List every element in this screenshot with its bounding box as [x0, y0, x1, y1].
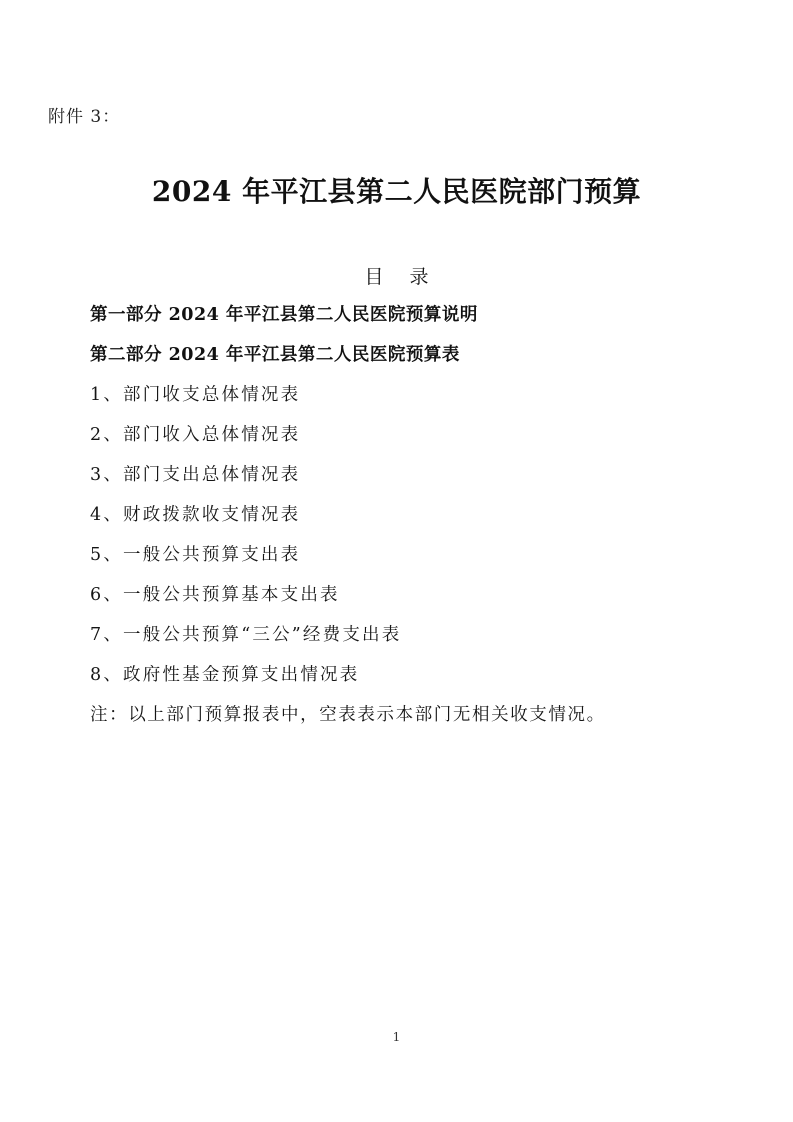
- table-of-contents: [90, 300, 730, 740]
- document-title: 2024 年平江县第二人民医院部门预算: [151, 175, 642, 208]
- toc-item-2: 2、部门收入总体情况表: [90, 425, 301, 445]
- toc-item-4: 4、财政拨款收支情况表: [90, 505, 301, 525]
- toc-item-1: 1、部门收支总体情况表: [90, 385, 301, 405]
- page-number: 1: [392, 1030, 401, 1044]
- toc-part-2: 第二部分 2024 年平江县第二人民医院预算表: [90, 345, 460, 365]
- toc-item-7: 7、一般公共预算“三公”经费支出表: [90, 625, 402, 645]
- toc-item-8: 8、政府性基金预算支出情况表: [90, 665, 360, 685]
- toc-item-5: 5、一般公共预算支出表: [90, 545, 301, 565]
- toc-heading: 目 录: [364, 266, 439, 288]
- toc-item-6: 6、一般公共预算基本支出表: [90, 585, 340, 605]
- toc-part-1: 第一部分 2024 年平江县第二人民医院预算说明: [90, 305, 478, 325]
- toc-item-3: 3、部门支出总体情况表: [90, 465, 301, 485]
- attachment-label: 附件 3：: [48, 107, 121, 127]
- toc-note: 注：以上部门预算报表中，空表表示本部门无相关收支情况。: [90, 705, 606, 725]
